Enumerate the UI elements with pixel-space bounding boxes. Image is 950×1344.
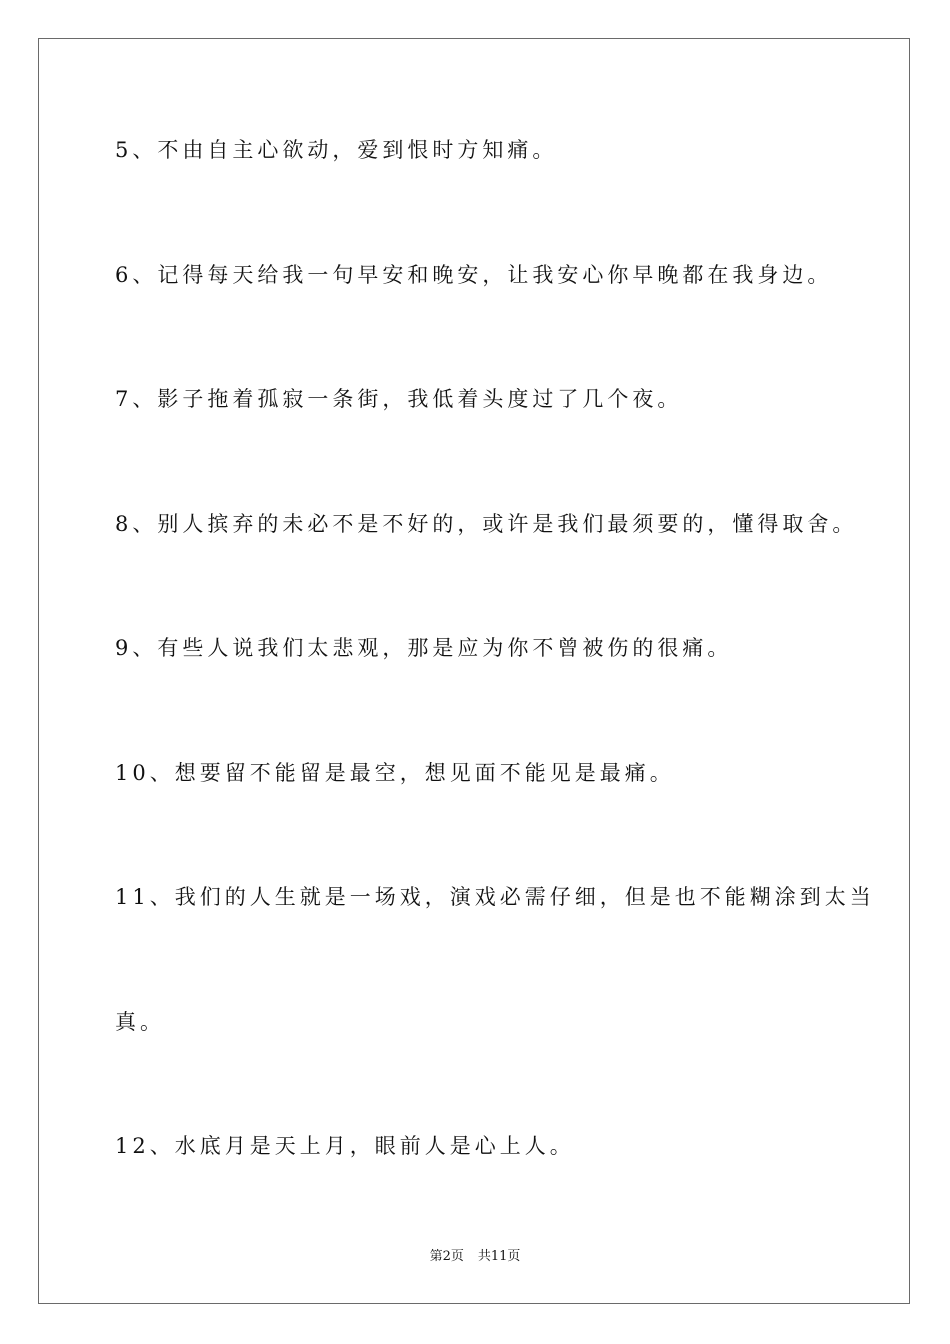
list-item-7: 7、影子拖着孤寂一条街，我低着头度过了几个夜。: [115, 387, 683, 411]
page-border: [38, 38, 910, 1304]
list-item-11: 11、我们的人生就是一场戏，演戏必需仔细，但是也不能糊涂到太当: [115, 885, 875, 909]
list-item-8: 8、别人摈弃的未必不是不好的，或许是我们最须要的，懂得取舍。: [115, 512, 858, 536]
list-item-5: 5、不由自主心欲动，爱到恨时方知痛。: [115, 138, 558, 162]
list-item-11-continuation: 真。: [115, 1010, 165, 1034]
list-item-6: 6、记得每天给我一句早安和晚安，让我安心你早晚都在我身边。: [115, 263, 833, 287]
list-item-12: 12、水底月是天上月，眼前人是心上人。: [115, 1134, 575, 1158]
page-footer: [0, 1248, 950, 1266]
page-number: 第2页: [429, 1249, 464, 1264]
page-total: 共11页: [477, 1249, 521, 1264]
list-item-9: 9、有些人说我们太悲观，那是应为你不曾被伤的很痛。: [115, 636, 733, 660]
list-item-10: 10、想要留不能留是最空，想见面不能见是最痛。: [115, 761, 675, 785]
